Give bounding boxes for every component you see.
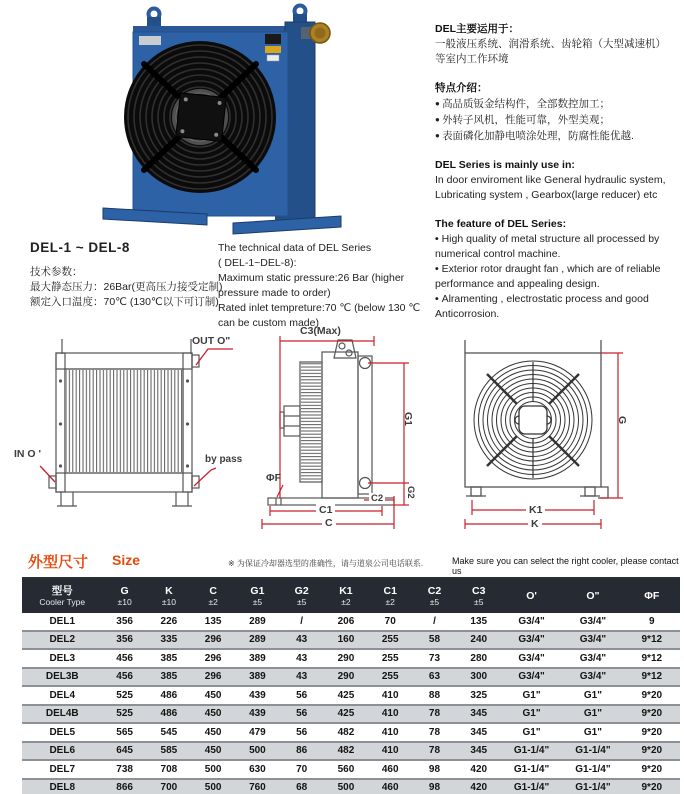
dimension-cell: 525 — [102, 686, 146, 705]
column-header: O' — [501, 578, 562, 613]
dimension-cell: 425 — [324, 686, 368, 705]
table-row — [22, 742, 680, 761]
dimension-cell: G1" — [562, 705, 623, 724]
cooler-type-cell: DEL2 — [22, 631, 102, 650]
intro-cn-feature: ● 表面磷化加静电喷涂处理，防腐性能优越. — [435, 128, 681, 144]
dimension-cell: 525 — [102, 705, 146, 724]
tech-params-en-line: The technical data of DEL Series — [218, 242, 372, 254]
tech-params-en-line: Maximum static pressure:26 Bar (higher — [218, 272, 405, 284]
intro-cn-features — [435, 96, 681, 144]
column-header: C1 ±2 — [368, 578, 412, 613]
dim-phif-label: ΦF — [266, 472, 282, 484]
dimension-cell: 9*20 — [624, 686, 680, 705]
tech-params-cn-line: 额定入口温度：70℃ (130℃以下可订制) — [30, 296, 219, 308]
dimension-cell: 9*20 — [624, 723, 680, 742]
tech-params-en-lines — [218, 241, 433, 331]
table-row — [22, 686, 680, 705]
intro-cn-feature: ● 外转子风机，性能可靠，外型美观； — [435, 112, 681, 128]
dimension-cell: G1" — [562, 723, 623, 742]
dimension-cell: 9*20 — [624, 760, 680, 779]
dimension-cell: 439 — [235, 705, 279, 724]
cooler-type-cell: DEL4B — [22, 705, 102, 724]
dimension-cell: 456 — [102, 668, 146, 687]
intro-cn-title: DEL主要运用于： — [435, 23, 519, 35]
intro-cn-line: 一般液压系统、润滑系统、齿轮箱（大型减速机） — [435, 38, 666, 50]
intro-en-feature: • Alramenting , electrostatic process and good Anticorrosion. — [435, 292, 681, 322]
dimension-cell: 70 — [280, 760, 324, 779]
dimension-cell: G1" — [501, 705, 562, 724]
size-section-title-cn: 外型尺寸 — [28, 554, 89, 571]
dimension-cell: 290 — [324, 668, 368, 687]
dimension-cell: 78 — [412, 723, 456, 742]
rear-view-diagram — [448, 340, 653, 545]
dimension-cell: 325 — [457, 686, 501, 705]
dimension-cell: 9*20 — [624, 742, 680, 761]
dimension-cell: 63 — [412, 668, 456, 687]
dimension-cell: 98 — [412, 760, 456, 779]
dimension-cell: 255 — [368, 668, 412, 687]
dimension-cell: 410 — [368, 705, 412, 724]
tech-params-en-line: pressure made to order) — [218, 287, 331, 299]
dimension-cell: 500 — [324, 779, 368, 794]
dimension-cell: 135 — [457, 613, 501, 631]
column-header: C ±2 — [191, 578, 235, 613]
table-row — [22, 613, 680, 631]
dimension-cell: 585 — [147, 742, 191, 761]
cooler-type-cell: DEL1 — [22, 613, 102, 631]
dimension-cell: G1-1/4" — [501, 742, 562, 761]
dimension-cell: 410 — [368, 742, 412, 761]
dimension-cell: G1-1/4" — [501, 760, 562, 779]
dimension-cell: 565 — [102, 723, 146, 742]
cooler-type-cell: DEL8 — [22, 779, 102, 794]
dimension-cell: 345 — [457, 705, 501, 724]
dimension-cell: 9 — [624, 613, 680, 631]
cooler-type-cell: DEL3 — [22, 649, 102, 668]
intro-cn-feature: ● 高品质钣金结构件，全部数控加工； — [435, 96, 681, 112]
model-range-title: DEL-1 ~ DEL-8 — [30, 240, 130, 255]
dimension-cell: 486 — [147, 705, 191, 724]
dimension-cell: 500 — [235, 742, 279, 761]
table-row — [22, 779, 680, 794]
dimension-cell: 389 — [235, 668, 279, 687]
intro-en-line: In door enviroment like General hydraulic system, — [435, 174, 666, 186]
dimension-cell: 58 — [412, 631, 456, 650]
dimension-cell: 88 — [412, 686, 456, 705]
dimension-cell: 482 — [324, 742, 368, 761]
dimension-cell: 500 — [191, 760, 235, 779]
column-header: K1 ±2 — [324, 578, 368, 613]
front-view-diagram — [14, 335, 263, 541]
cooler-photo-illustration — [95, 2, 395, 238]
cooler-type-cell: DEL7 — [22, 760, 102, 779]
dimension-cell: 280 — [457, 649, 501, 668]
table-row — [22, 649, 680, 668]
dimension-cell: 300 — [457, 668, 501, 687]
intro-cn-lines — [435, 37, 681, 67]
rear-view-drawing — [448, 340, 653, 545]
dimension-cell: 43 — [280, 631, 324, 650]
dimension-cell: 240 — [457, 631, 501, 650]
dimension-cell: 345 — [457, 742, 501, 761]
dimension-cell: / — [280, 613, 324, 631]
dimension-cell: 450 — [191, 686, 235, 705]
cooler-type-cell: DEL4 — [22, 686, 102, 705]
cooler-type-cell: DEL6 — [22, 742, 102, 761]
dimension-cell: 9*12 — [624, 649, 680, 668]
dimension-cell: 43 — [280, 649, 324, 668]
intro-en-features — [435, 232, 681, 322]
intro-section — [435, 22, 681, 322]
dimension-cell: 479 — [235, 723, 279, 742]
dim-g-label: G — [616, 416, 628, 425]
intro-en-title: DEL Series is mainly use in: — [435, 159, 575, 171]
front-view-drawing — [28, 336, 263, 541]
dimension-cell: 290 — [324, 649, 368, 668]
dimension-cell: G3/4" — [501, 613, 562, 631]
dimension-cell: G1-1/4" — [501, 779, 562, 794]
dimension-cell: G1-1/4" — [562, 779, 623, 794]
dimension-cell: 255 — [368, 649, 412, 668]
dimension-cell: G3/4" — [501, 631, 562, 650]
dimension-cell: 296 — [191, 668, 235, 687]
dimension-cell: G1" — [501, 686, 562, 705]
dimension-cell: 73 — [412, 649, 456, 668]
dimension-cell: G3/4" — [501, 649, 562, 668]
tech-params-en — [218, 241, 433, 331]
intro-en-feature: • Exterior rotor draught fan , which are of reliable performance and appealing design. — [435, 262, 681, 292]
dimension-cell: G3/4" — [562, 613, 623, 631]
size-table-body — [22, 613, 680, 794]
cooler-type-cell: DEL5 — [22, 723, 102, 742]
dimension-cell: 460 — [368, 760, 412, 779]
dimension-cell: 486 — [147, 686, 191, 705]
dimension-cell: 420 — [457, 779, 501, 794]
dimension-cell: 410 — [368, 686, 412, 705]
table-row — [22, 760, 680, 779]
bypass-label: by pass — [205, 454, 243, 465]
dimension-cell: 335 — [147, 631, 191, 650]
dimension-cell: 500 — [191, 779, 235, 794]
dimension-cell: 9*12 — [624, 631, 680, 650]
dimension-cell: 456 — [102, 649, 146, 668]
table-row — [22, 705, 680, 724]
dimension-cell: 385 — [147, 649, 191, 668]
column-header: 型号 Cooler Type — [22, 578, 102, 613]
column-header: C2 ±5 — [412, 578, 456, 613]
dim-g1-label: G1 — [402, 412, 414, 427]
dimension-cell: 255 — [368, 631, 412, 650]
intro-en-feature: • High quality of metal structure all processed by numerical control machine. — [435, 232, 681, 262]
column-header: G2 ±5 — [280, 578, 324, 613]
dimension-cell: 78 — [412, 705, 456, 724]
dimension-cell: 86 — [280, 742, 324, 761]
tech-params-cn — [30, 240, 225, 310]
dimension-cell: 9*20 — [624, 779, 680, 794]
size-table-header-row — [22, 578, 680, 613]
dimension-cell: 389 — [235, 649, 279, 668]
dimension-cell: 760 — [235, 779, 279, 794]
side-view-drawing — [256, 328, 436, 552]
dimension-cell: 700 — [147, 779, 191, 794]
dimension-cell: 482 — [324, 723, 368, 742]
dim-c1-label: C1 — [316, 504, 335, 516]
dim-k1-label: K1 — [526, 504, 545, 516]
dimension-cell: 56 — [280, 723, 324, 742]
dimension-cell: 296 — [191, 649, 235, 668]
dimension-cell: 708 — [147, 760, 191, 779]
dimension-cell: 9*20 — [624, 705, 680, 724]
tech-params-en-line: ( DEL-1~DEL-8): — [218, 257, 297, 269]
column-header: G ±10 — [102, 578, 146, 613]
size-note-cn: ※ 为保证冷却器选型的准确性，请与道泉公司电话联系. — [228, 559, 424, 568]
dimension-cell: 385 — [147, 668, 191, 687]
dimension-cell: 630 — [235, 760, 279, 779]
dimension-cell: 460 — [368, 779, 412, 794]
size-table-wrap — [22, 577, 680, 794]
cooler-type-cell: DEL3B — [22, 668, 102, 687]
dimension-cell: / — [412, 613, 456, 631]
column-header: K ±10 — [147, 578, 191, 613]
dimension-cell: 78 — [412, 742, 456, 761]
in-port-label: IN O ' — [14, 448, 41, 460]
dimension-cell: 420 — [457, 760, 501, 779]
dimension-cell: G3/4" — [501, 668, 562, 687]
column-header: C3 ±5 — [457, 578, 501, 613]
dim-g2-label: G2 — [405, 486, 416, 499]
dimension-cell: G3/4" — [562, 649, 623, 668]
dimension-cell: 56 — [280, 705, 324, 724]
dimension-cell: 289 — [235, 613, 279, 631]
table-row — [22, 631, 680, 650]
dim-c2-label: C2 — [371, 493, 384, 504]
dimension-cell: 645 — [102, 742, 146, 761]
tech-params-en-line: Rated inlet tempreture:70 ℃ (below 130 ℃ — [218, 302, 421, 314]
dimension-cell: 450 — [191, 723, 235, 742]
intro-en-features-title: The feature of DEL Series: — [435, 218, 567, 230]
dimension-cell: 135 — [191, 613, 235, 631]
intro-en-lines — [435, 173, 681, 203]
product-photo — [95, 2, 395, 238]
dimension-cell: 450 — [191, 742, 235, 761]
size-section-title-en: Size — [112, 552, 141, 568]
column-header: ΦF — [624, 578, 680, 613]
dimension-cell: 356 — [102, 613, 146, 631]
dimension-cell: 356 — [102, 631, 146, 650]
dim-c-label: C — [322, 517, 336, 529]
dimension-cell: 866 — [102, 779, 146, 794]
dimension-cell: 56 — [280, 686, 324, 705]
dimension-cell: 345 — [457, 723, 501, 742]
intro-en-line: Lubricating system , Gearbox(large reducer) etc — [435, 189, 658, 201]
dimension-cell: G1" — [501, 723, 562, 742]
dimension-cell: 43 — [280, 668, 324, 687]
side-view-diagram — [256, 325, 436, 552]
size-note-en: Make sure you can select the right cooler, please contact us — [452, 556, 679, 576]
dimension-cell: 160 — [324, 631, 368, 650]
table-row — [22, 668, 680, 687]
intro-cn-features-title: 特点介绍： — [435, 82, 488, 94]
dim-k-label: K — [528, 518, 542, 530]
tech-params-cn-lines — [30, 280, 225, 310]
dimension-cell: 70 — [368, 613, 412, 631]
dimension-cell: 296 — [191, 631, 235, 650]
size-table — [22, 577, 680, 794]
dimension-cell: G1" — [562, 686, 623, 705]
tech-params-cn-label: 技术参数： — [30, 266, 83, 278]
out-port-label: OUT O" — [192, 335, 231, 347]
dimension-cell: 226 — [147, 613, 191, 631]
dimension-cell: 206 — [324, 613, 368, 631]
dimension-cell: G3/4" — [562, 631, 623, 650]
dimension-cell: 68 — [280, 779, 324, 794]
dimension-cell: 289 — [235, 631, 279, 650]
dimension-cell: 410 — [368, 723, 412, 742]
dimension-cell: 545 — [147, 723, 191, 742]
column-header: G1 ±5 — [235, 578, 279, 613]
dimension-cell: 738 — [102, 760, 146, 779]
dimension-cell: 9*12 — [624, 668, 680, 687]
dimension-cell: 98 — [412, 779, 456, 794]
tech-params-cn-line: 最大静态压力：26Bar(更高压力接受定制) — [30, 281, 223, 293]
dimension-cell: 425 — [324, 705, 368, 724]
dimension-cell: G1-1/4" — [562, 742, 623, 761]
column-header: O" — [562, 578, 623, 613]
intro-cn-line: 等室内工作环境 — [435, 53, 509, 65]
dim-c3-label: C3(Max) — [300, 325, 341, 337]
table-row — [22, 723, 680, 742]
dimension-cell: 439 — [235, 686, 279, 705]
dimension-cell: 560 — [324, 760, 368, 779]
tech-params-en-line: can be custom made) — [218, 317, 319, 329]
dimension-cell: 450 — [191, 705, 235, 724]
dimension-cell: G1-1/4" — [562, 760, 623, 779]
dimension-cell: G3/4" — [562, 668, 623, 687]
